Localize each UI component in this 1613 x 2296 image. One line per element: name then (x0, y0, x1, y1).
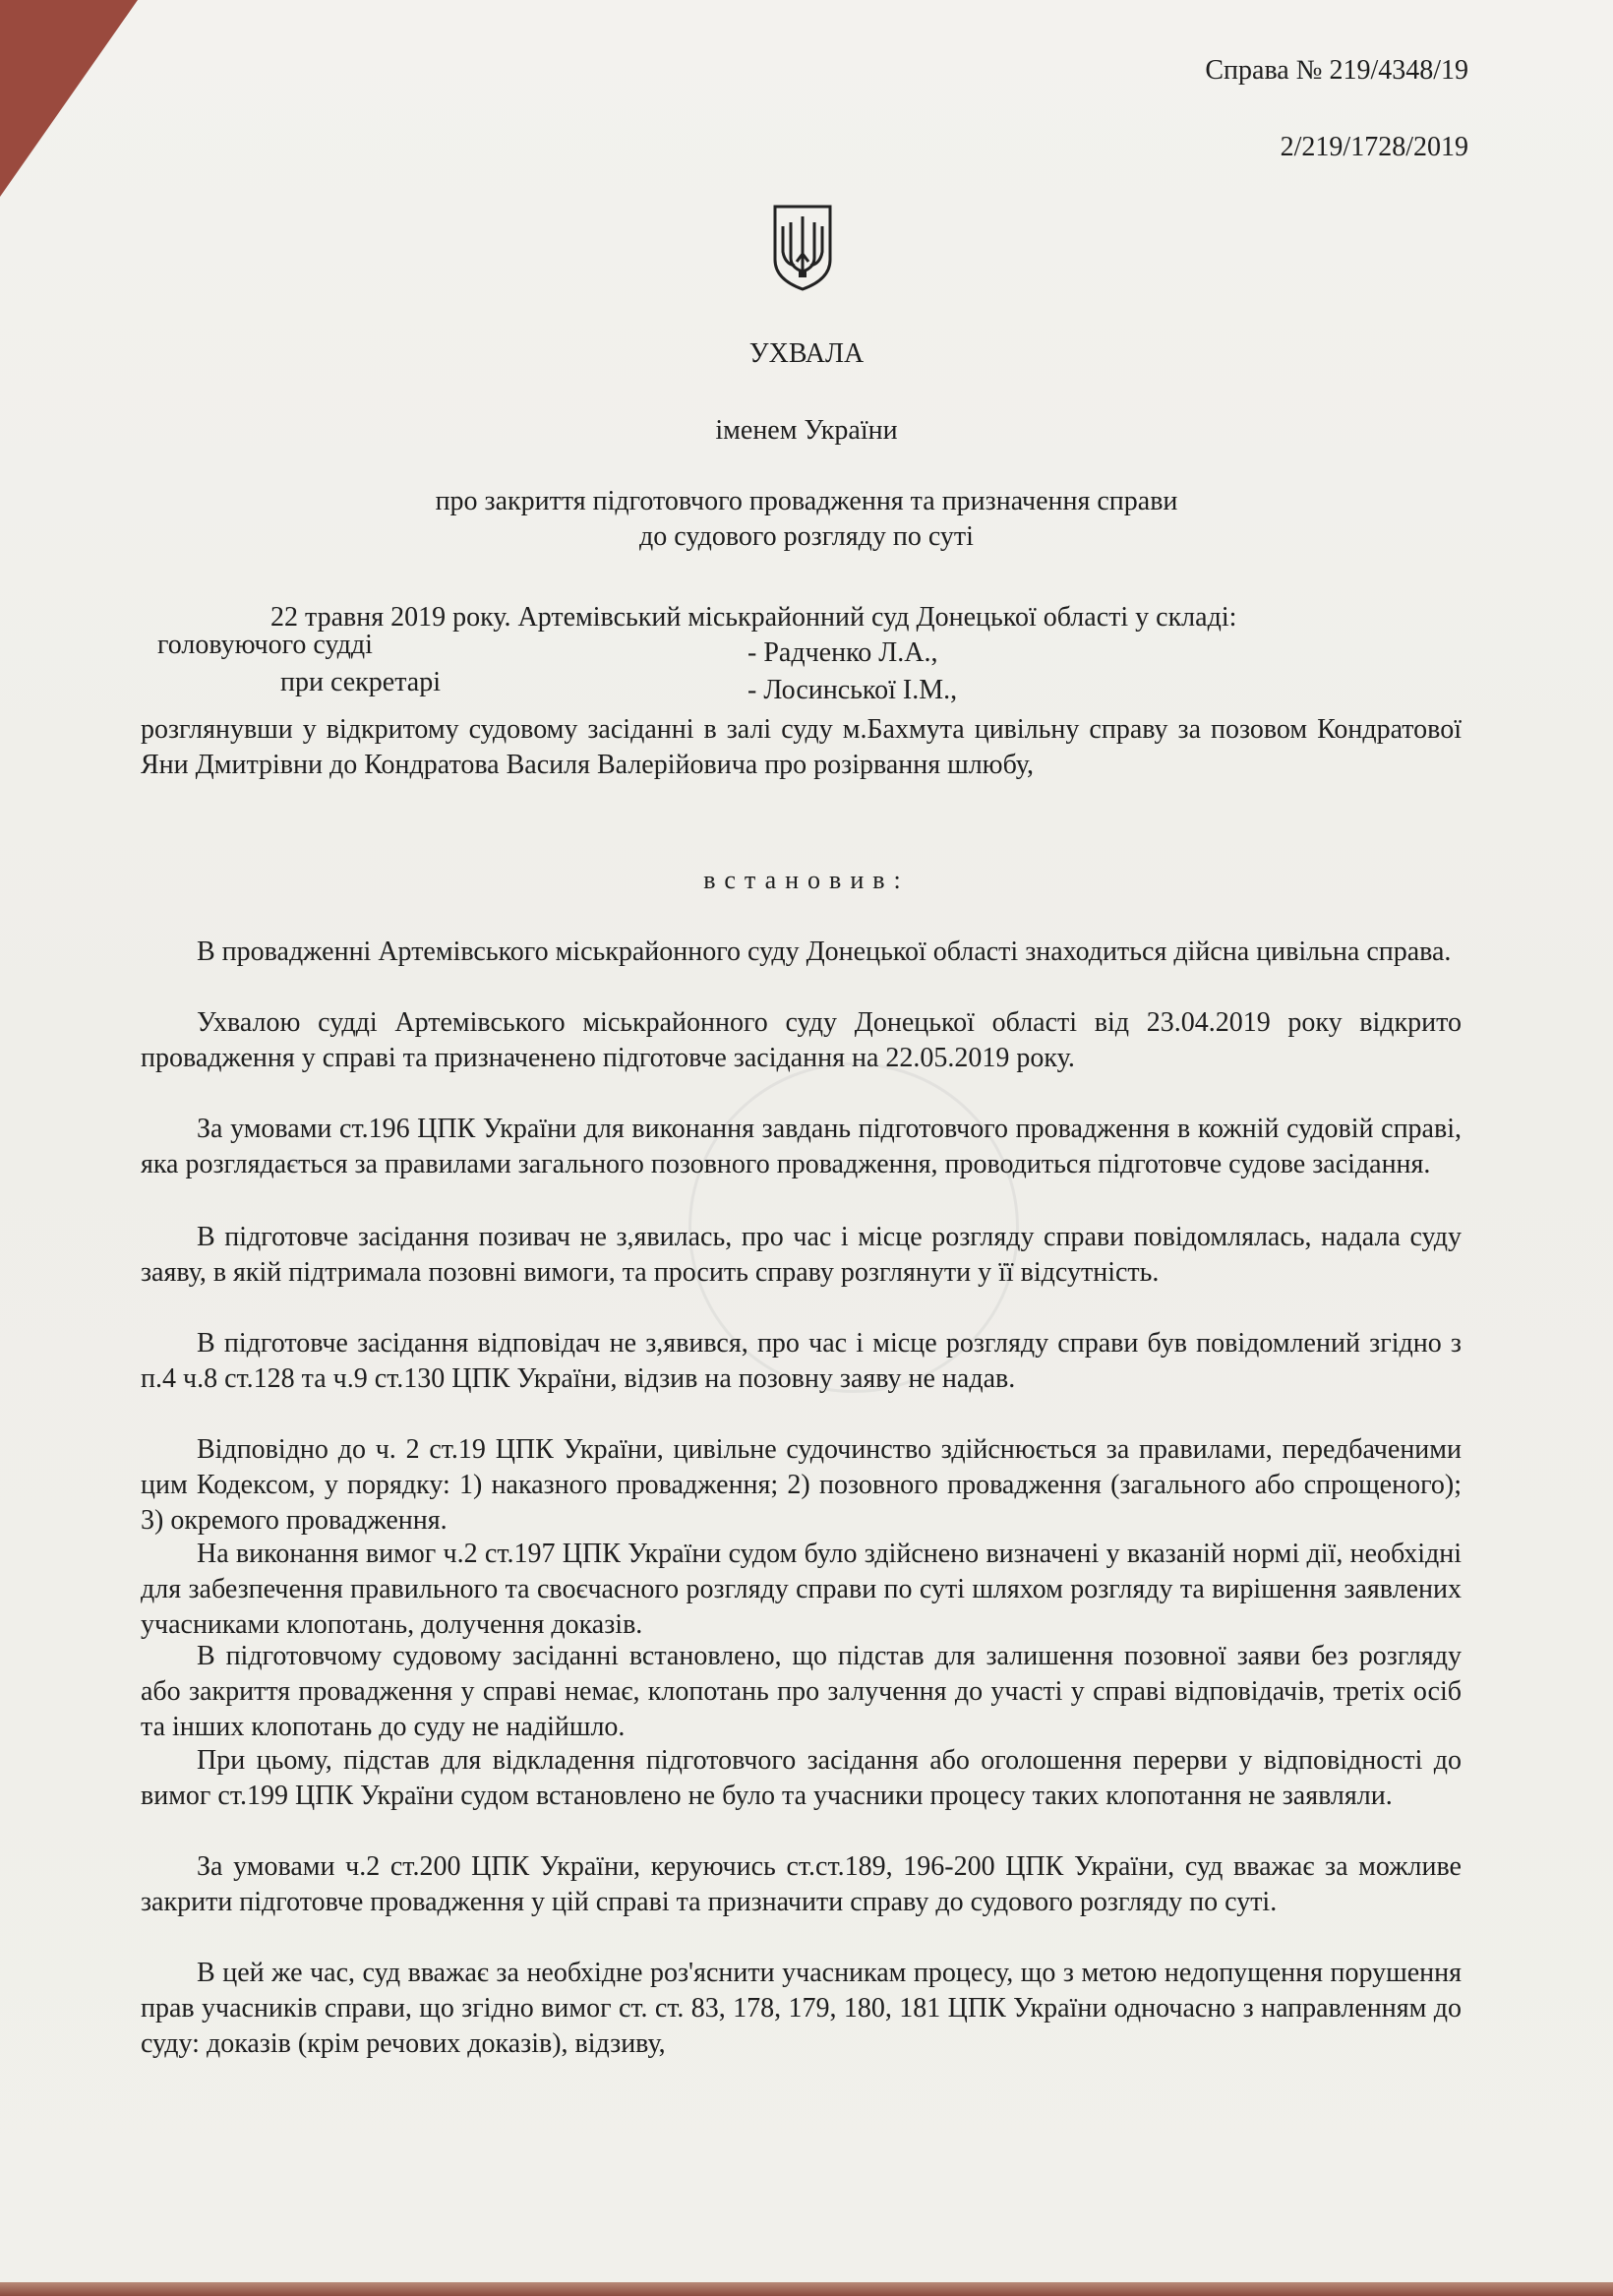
secretary-name: - Лосинської І.М., (747, 675, 958, 705)
page-corner-fold (0, 0, 138, 197)
secretary-label: при секретарі (280, 667, 441, 697)
body-paragraph: За умовами ч.2 ст.200 ЦПК України, керуючись ст.ст.189, 196-200 ЦПК України, суд вважає за можливе закрити підготовче провадження у цій справі та призначити справу до судового розгляду по суті. (141, 1851, 1462, 1917)
body-paragraph: На виконання вимог ч.2 ст.197 ЦПК України судом було здійснено визначені у вказаній нормі дії, необхідні для забезпечення правильного та своєчасного розгляду справи по суті шляхом розгляду та вирішення заявлених учасниками клопотань, долучення доказів. (141, 1539, 1462, 1640)
judge-name: - Радченко Л.А., (747, 637, 938, 668)
document-purpose-line-1: про закриття підготовчого провадження та призначення справи (435, 486, 1178, 516)
tryzub-coat-of-arms-icon (771, 203, 834, 291)
case-number: Справа № 219/4348/19 (1205, 55, 1468, 86)
body-paragraph: В цей же час, суд вважає за необхідне роз'яснити учасникам процесу, що з метою недопущення порушення прав учасників справи, що згідно вимог ст. ст. 83, 178, 179, 180, 181 ЦПК України одночасно з направленням до суду: доказів (крім речових доказів), відзиву, (141, 1958, 1462, 2059)
judge-label: головуючого судді (157, 630, 373, 660)
date-court-line: 22 травня 2019 року. Артемівський міськрайонний суд Донецької області у складі: (270, 602, 1237, 633)
registration-number: 2/219/1728/2019 (1280, 132, 1468, 162)
body-paragraph: В підготовче засідання позивач не з,явилась, про час і місце розгляду справи повідомлялась, надала суду заяву, в якій підтримала позовні вимоги, та просить справу розглянути у її відсутність. (141, 1222, 1462, 1288)
body-paragraph: За умовами ст.196 ЦПК України для виконання завдань підготовчого провадження в кожній судовій справі, яка розглядається за правилами загального позовного провадження, проводиться підготовче судове засідання. (141, 1114, 1462, 1179)
page-bottom-edge (0, 2282, 1613, 2296)
body-paragraph: Відповідно до ч. 2 ст.19 ЦПК України, цивільне судочинство здійснюється за правилами, передбаченими цим Кодексом, у порядку: 1) наказного провадження; 2) позовного провадження (загального або спрощеного); 3) окремого провадження. (141, 1434, 1462, 1536)
body-paragraph: В підготовчому судовому засіданні встановлено, що підстав для залишення позовної заяви без розгляду або закриття провадження у справі немає, клопотань про залучення до участі у справі відповідачів, третіх осіб та інших клопотань до суду не надійшло. (141, 1641, 1462, 1742)
established-heading: встановив: (703, 866, 910, 894)
body-paragraph: В підготовче засідання відповідач не з,явився, про час і місце розгляду справи був повідомлений згідно з п.4 ч.8 ст.128 та ч.9 ст.130 ЦПК України, відзив на позовну заяву не надав. (141, 1328, 1462, 1394)
body-paragraph: Ухвалою судді Артемівського міськрайонного суду Донецької області від 23.04.2019 року відкрито провадження у справі та призначенено підготовче засідання на 22.05.2019 року. (141, 1007, 1462, 1073)
document-title: УХВАЛА (748, 338, 865, 369)
body-paragraph: В провадженні Артемівського міськрайонного суду Донецької області знаходиться дійсна цивільна справа. (197, 937, 1452, 967)
document-purpose-line-2: до судового розгляду по суті (639, 521, 974, 552)
document-subtitle: іменем України (715, 415, 898, 446)
considered-paragraph: розглянувши у відкритому судовому засіданні в залі суду м.Бахмута цивільну справу за позовом Кондратової Яни Дмитрівни до Кондратова Василя Валерійовича про розірвання шлюбу, (141, 714, 1462, 780)
body-paragraph: При цьому, підстав для відкладення підготовчого засідання або оголошення перерви у відповідності до вимог ст.199 ЦПК України судом встановлено не було та учасники процесу таких клопотання не заявляли. (141, 1745, 1462, 1811)
